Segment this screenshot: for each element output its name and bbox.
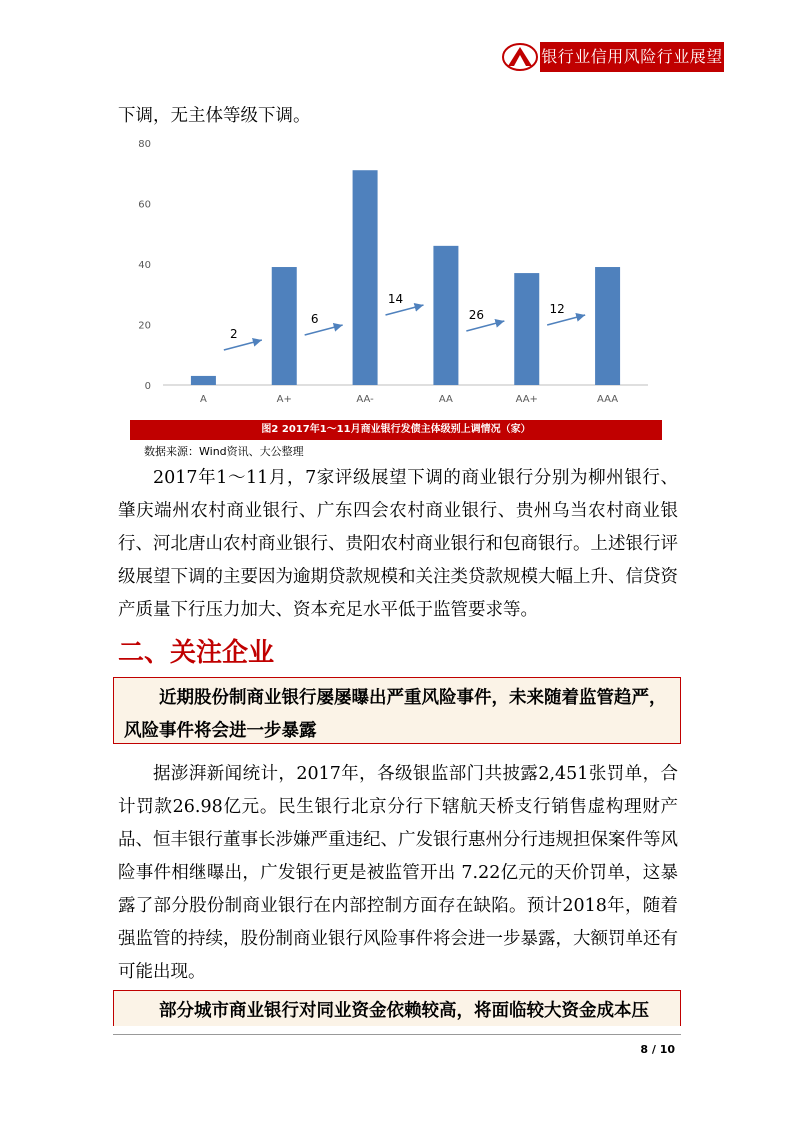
- bar-AA+: [514, 273, 539, 385]
- header-badge: [502, 42, 724, 72]
- x-tick-label: A+: [276, 394, 292, 405]
- callout-box-2: 部分城市商业银行对同业资金依赖较高，将面临较大资金成本压: [113, 990, 681, 1026]
- bar-AA-: [353, 170, 378, 385]
- bars: [191, 170, 620, 385]
- bar-A: [191, 376, 216, 385]
- y-tick-label: 40: [138, 260, 151, 271]
- y-tick-label: 60: [138, 199, 151, 211]
- annotation-arrow: [466, 321, 504, 331]
- annotation-arrow: [224, 340, 262, 350]
- annotation-label: 26: [468, 308, 484, 322]
- x-tick-label: A: [199, 394, 207, 405]
- bar-AA: [433, 246, 458, 385]
- bar-A+: [272, 267, 297, 385]
- data-source: 数据来源：Wind资讯、大公整理: [144, 445, 304, 458]
- section-heading: 二、关注企业: [118, 638, 275, 668]
- x-axis-labels: [200, 394, 618, 405]
- annotation-arrow: [547, 315, 585, 325]
- callout-box-1: 近期股份制商业银行屡屡曝出严重风险事件，未来随着监管趋严，风险事件将会进一步暴露: [113, 677, 681, 744]
- footer-rule: [113, 1034, 681, 1035]
- company-logo: [502, 42, 538, 72]
- bar-AAA: [595, 267, 620, 385]
- x-tick-label: AA+: [515, 394, 538, 405]
- x-tick-label: AA-: [356, 394, 374, 405]
- x-tick-label: AA: [438, 394, 453, 405]
- x-tick-label: AAA: [597, 394, 619, 405]
- y-tick-label: 0: [144, 381, 151, 392]
- annotation-label: 14: [387, 292, 404, 306]
- y-tick-label: 80: [138, 139, 151, 150]
- y-tick-label: 20: [138, 320, 151, 332]
- annotation-label: 12: [549, 302, 565, 316]
- chart-caption: 图2 2017年1～11月商业银行发债主体级别上调情况（家）: [130, 420, 662, 440]
- annotation-arrow: [386, 305, 424, 315]
- annotation-label: 6: [310, 312, 319, 326]
- paragraph-1: 2017年1～11月，7家评级展望下调的商业银行分别为柳州银行、肇庆端州农村商业银行、广东四会农村商业银行、贵州乌当农村商业银行、河北唐山农村商业银行、贵阳农村商业银行和包商银行。上述银行评级展望下调的主要因为逾期贷款规模和关注类贷款规模大幅上升、信贷资产质量下行压力加大、资本充足水平低于监管要求等。: [118, 468, 678, 620]
- page-number: 8 / 10: [640, 1043, 675, 1056]
- y-axis: [138, 139, 648, 392]
- header-title: 银行业信用风险行业展望: [540, 42, 724, 72]
- annotation-label: 2: [230, 327, 238, 341]
- bar-chart: [118, 130, 663, 410]
- intro-line: 下调，无主体等级下调。: [118, 106, 311, 126]
- paragraph-2: 据澎湃新闻统计，2017年，各级银监部门共披露2,451张罚单，合计罚款26.98亿元。民生银行北京分行下辖航天桥支行销售虚构理财产品、恒丰银行董事长涉嫌严重违纪、广发银行惠州分行违规担保案件等风险事件相继曝出，广发银行更是被监管开出 7.22亿元的天价罚单，这暴露了部分股份制商业银行在内部控制方面存在缺陷。预计2018年，随着强监管的持续，股份制商业银行风险事件将会进一步暴露，大额罚单还有可能出现。: [118, 764, 678, 982]
- annotation-arrow: [305, 325, 343, 335]
